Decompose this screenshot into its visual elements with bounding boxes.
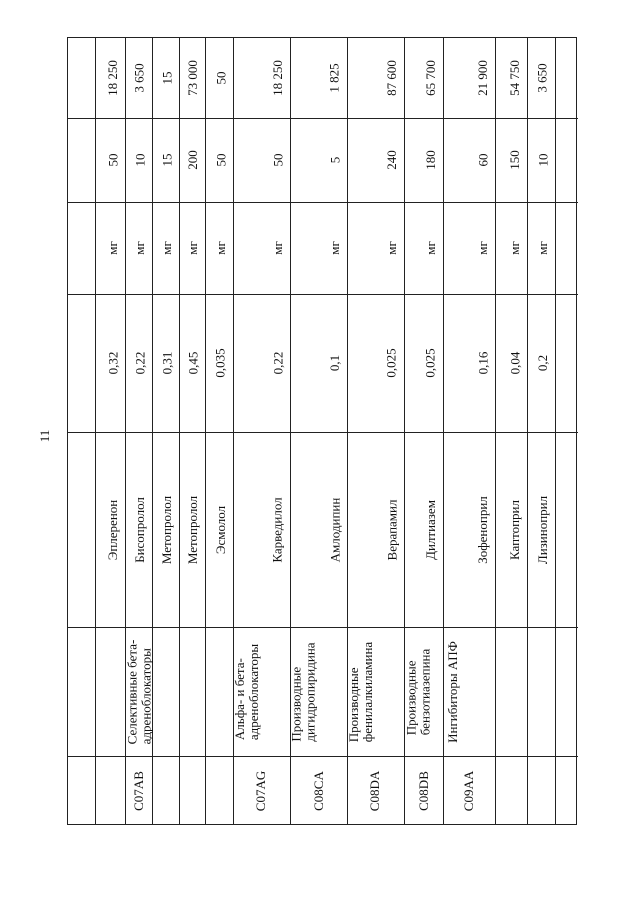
group-text: Производные фенилалкиламина (346, 641, 376, 742)
row-divider (68, 118, 95, 119)
row-divider (347, 118, 404, 119)
row-divider (152, 627, 179, 628)
row-divider (179, 118, 205, 119)
row-divider (125, 294, 152, 295)
dose-text: 10 (132, 153, 147, 167)
row-divider (404, 118, 443, 119)
drug-name-text: Каптоприл (507, 499, 522, 560)
row-divider (95, 202, 125, 203)
row-divider (95, 294, 125, 295)
row-divider (527, 756, 555, 757)
drug-name-text: Метопролол (185, 495, 201, 564)
dose-text: 180 (423, 150, 438, 170)
row-divider (125, 756, 152, 757)
row-divider (152, 294, 179, 295)
row-divider (555, 294, 578, 295)
drug-name-text: Зофеноприл (475, 495, 491, 564)
row-divider (290, 627, 347, 628)
row-divider (233, 202, 290, 203)
drug-name-text: Карведилол (270, 496, 285, 563)
row-divider (290, 118, 347, 119)
value-text: 15 (159, 71, 174, 85)
row-divider (290, 432, 347, 433)
row-divider (125, 118, 152, 119)
row-divider (95, 432, 125, 433)
row-divider (290, 756, 347, 757)
row-divider (179, 432, 205, 433)
row-divider (495, 202, 527, 203)
row-divider (527, 627, 555, 628)
row-divider (495, 627, 527, 628)
row-divider (95, 627, 125, 628)
row-divider (233, 756, 290, 757)
row-divider (125, 432, 152, 433)
atc-code-text: C07AG (253, 770, 269, 812)
group-text: Селективные бета- адреноблокаторы (124, 639, 153, 744)
unit-text: мг (507, 241, 522, 255)
row-divider (125, 202, 152, 203)
ddd-text: 0,32 (105, 351, 120, 375)
drug-name-text: Метопролол (159, 495, 175, 564)
group-text: Альфа- и бета- адреноблокаторы (232, 643, 261, 740)
column-divider (495, 38, 496, 824)
row-divider (205, 294, 233, 295)
dose-text: 50 (213, 153, 228, 167)
atc-code-text: C08DB (415, 771, 431, 811)
drug-name-text: Амлодипин (327, 497, 343, 562)
row-divider (68, 202, 95, 203)
row-divider (347, 432, 404, 433)
row-divider (443, 756, 495, 757)
value-text: 54 750 (507, 60, 522, 96)
ddd-text: 0,2 (535, 354, 550, 372)
atc-code-text: C08CA (310, 771, 326, 811)
atc-code-text: C08DA (367, 770, 383, 812)
row-divider (205, 756, 233, 757)
ddd-text: 0,025 (384, 348, 399, 378)
unit-text: мг (105, 241, 120, 255)
drug-name-text: Дилтиазем (423, 499, 439, 560)
row-divider (233, 627, 290, 628)
ddd-text: 0,035 (213, 348, 228, 378)
row-divider (205, 118, 233, 119)
row-divider (527, 432, 555, 433)
column-divider (555, 38, 556, 824)
ddd-text: 0,22 (132, 351, 147, 375)
dose-text: 5 (327, 156, 342, 164)
page-number: 11 (37, 429, 52, 443)
row-divider (95, 118, 125, 119)
ddd-text: 0,04 (507, 351, 522, 375)
value-text: 87 600 (384, 60, 399, 96)
row-divider (404, 432, 443, 433)
row-divider (495, 432, 527, 433)
row-divider (527, 202, 555, 203)
row-divider (233, 118, 290, 119)
row-divider (290, 294, 347, 295)
row-divider (125, 627, 152, 628)
dose-text: 200 (185, 150, 200, 170)
value-text: 50 (213, 71, 228, 85)
unit-text: мг (132, 241, 147, 255)
row-divider (555, 202, 578, 203)
row-divider (68, 432, 95, 433)
row-divider (347, 627, 404, 628)
row-divider (495, 756, 527, 757)
row-divider (404, 294, 443, 295)
row-divider (68, 627, 95, 628)
unit-text: мг (270, 241, 285, 255)
row-divider (152, 756, 179, 757)
row-divider (68, 294, 95, 295)
row-divider (233, 294, 290, 295)
row-divider (404, 202, 443, 203)
value-text: 3 650 (132, 63, 147, 93)
row-divider (404, 756, 443, 757)
row-divider (152, 202, 179, 203)
row-divider (347, 202, 404, 203)
ddd-text: 0,16 (475, 351, 490, 375)
value-text: 73 000 (185, 60, 200, 96)
unit-text: мг (159, 241, 174, 255)
row-divider (495, 118, 527, 119)
group-text: Производные бензотиазепина (403, 648, 433, 735)
dose-text: 10 (535, 153, 550, 167)
row-divider (555, 432, 578, 433)
atc-code-text: C09AA (461, 770, 477, 812)
row-divider (443, 294, 495, 295)
row-divider (495, 294, 527, 295)
group-text: Производные дигидропиридина (289, 641, 318, 742)
row-divider (555, 756, 578, 757)
row-divider (205, 627, 233, 628)
unit-text: мг (213, 241, 228, 255)
row-divider (205, 202, 233, 203)
ddd-text: 0,1 (327, 354, 342, 372)
value-text: 21 900 (475, 60, 490, 96)
row-divider (95, 756, 125, 757)
row-divider (443, 627, 495, 628)
unit-text: мг (384, 241, 399, 255)
ddd-text: 0,31 (159, 351, 174, 375)
row-divider (205, 432, 233, 433)
unit-text: мг (475, 241, 490, 255)
row-divider (443, 432, 495, 433)
row-divider (179, 202, 205, 203)
row-divider (347, 294, 404, 295)
atc-code-text: C07AB (130, 771, 146, 811)
drug-name-text: Верапамил (384, 499, 399, 560)
ddd-text: 0,025 (423, 348, 438, 378)
dose-text: 50 (270, 153, 285, 167)
row-divider (290, 202, 347, 203)
ddd-text: 0,22 (270, 351, 285, 375)
unit-text: мг (535, 241, 550, 255)
row-divider (443, 202, 495, 203)
column-divider (443, 38, 444, 824)
drug-name-text: Бисопролол (132, 496, 147, 563)
group-text: Ингибиторы АПФ (445, 640, 460, 743)
ddd-text: 0,45 (185, 351, 200, 375)
dose-text: 150 (507, 150, 522, 170)
drug-name-text: Эсмолол (213, 505, 228, 554)
value-text: 3 650 (535, 63, 550, 93)
row-divider (179, 627, 205, 628)
row-divider (152, 432, 179, 433)
value-text: 18 250 (105, 60, 120, 96)
unit-text: мг (423, 241, 438, 255)
row-divider (179, 756, 205, 757)
rotated-drug-table (67, 37, 577, 825)
unit-text: мг (185, 241, 200, 255)
row-divider (443, 118, 495, 119)
row-divider (68, 756, 95, 757)
dose-text: 240 (384, 150, 399, 170)
value-text: 1 825 (327, 63, 342, 93)
dose-text: 15 (159, 153, 174, 167)
dose-text: 60 (475, 153, 490, 167)
row-divider (179, 294, 205, 295)
row-divider (347, 756, 404, 757)
column-divider (527, 38, 528, 824)
row-divider (527, 118, 555, 119)
row-divider (152, 118, 179, 119)
row-divider (555, 627, 578, 628)
drug-name-text: Эплеренон (105, 499, 121, 560)
column-divider (179, 38, 180, 824)
unit-text: мг (327, 241, 342, 255)
dose-text: 50 (105, 153, 120, 167)
column-divider (95, 38, 96, 824)
row-divider (404, 627, 443, 628)
value-text: 18 250 (270, 60, 285, 96)
row-divider (527, 294, 555, 295)
row-divider (233, 432, 290, 433)
value-text: 65 700 (423, 60, 438, 96)
column-divider (205, 38, 206, 824)
row-divider (555, 118, 578, 119)
drug-name-text: Лизиноприл (535, 495, 551, 564)
